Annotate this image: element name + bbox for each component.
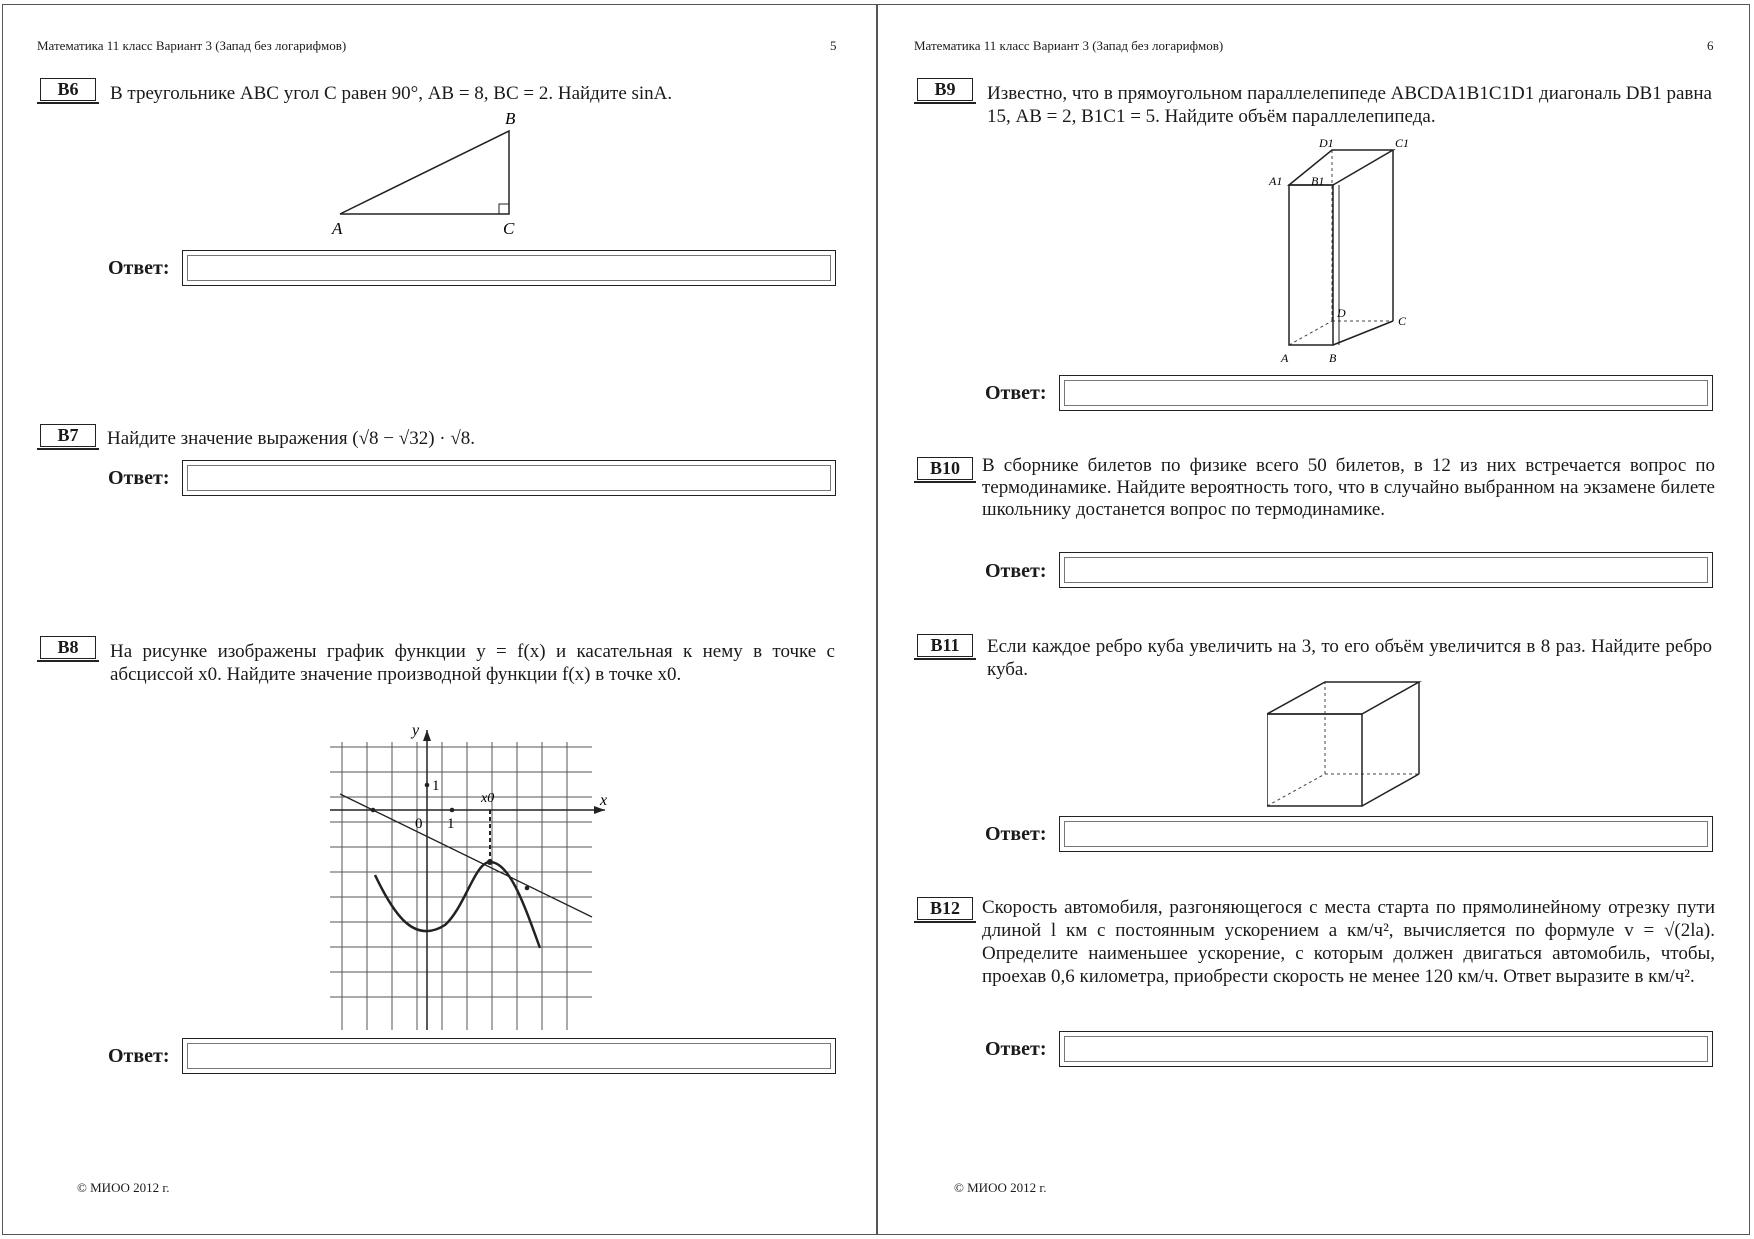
x-axis-label: x — [600, 792, 608, 809]
page-right — [877, 0, 1754, 1239]
problem-label-b7: B7 — [40, 424, 96, 447]
vertex-c1-label: C1 — [1395, 136, 1410, 150]
parallelepiped-figure — [1267, 135, 1447, 370]
x0-label: x0 — [481, 791, 495, 806]
page-header: Математика 11 класс Вариант 3 (Запад без логарифмов) — [914, 38, 1224, 53]
tangent-grid-point-2 — [525, 886, 530, 891]
problem-label-b10: B10 — [917, 457, 973, 480]
vertex-b-label: B — [505, 109, 516, 128]
problem-label-b12: B12 — [917, 897, 973, 920]
page-number: 5 — [830, 38, 837, 53]
answer-field-b12[interactable] — [1059, 1031, 1713, 1067]
answer-label-b12: Ответ: — [985, 1038, 1047, 1060]
answer-label-b7: Ответ: — [108, 467, 170, 489]
tangent-line — [340, 794, 592, 917]
unit-x-label: 1 — [447, 816, 455, 832]
vertex-d-label: D — [1337, 306, 1346, 320]
problem-text-b9: Известно, что в прямоугольном параллелепипеде ABCDA1B1C1D1 диагональ DB1 равна 15, AB = 2, B1C1 = 5. Найдите объём параллелепипеда. — [987, 83, 1712, 127]
tangent-grid-point-1 — [371, 808, 376, 813]
right-angle-mark — [499, 204, 509, 214]
page-header: Математика 11 класс Вариант 3 (Запад без логарифмов) — [37, 38, 347, 53]
vertex-a-label: A — [1281, 351, 1289, 365]
problem-text-b11: Если каждое ребро куба увеличить на 3, то его объём увеличится в 8 раз. Найдите ребро куба. — [987, 636, 1712, 680]
cube-figure — [1267, 680, 1437, 810]
answer-field-b10[interactable] — [1059, 552, 1713, 588]
answer-label-b8: Ответ: — [108, 1045, 170, 1067]
page-number: 6 — [1707, 38, 1714, 53]
unit-y-mark — [425, 783, 430, 788]
vertex-b-label: B — [1329, 351, 1337, 365]
graph-grid — [330, 742, 592, 1030]
tangent-point — [487, 859, 493, 865]
vertex-d1-label: D1 — [1319, 136, 1334, 150]
answer-label-b9: Ответ: — [985, 382, 1047, 404]
origin-label: 0 — [415, 816, 423, 832]
answer-label-b11: Ответ: — [985, 823, 1047, 845]
answer-field-b11[interactable] — [1059, 816, 1713, 852]
answer-label-b10: Ответ: — [985, 560, 1047, 582]
vertex-b1-label: B1 — [1311, 174, 1325, 188]
problem-text-b8: На рисунке изображены график функции y = f(x) и касательная к нему в точке с абсциссой x0. Найдите значение производной функции f(x) в точке x0. — [110, 641, 835, 685]
vertex-c-label: C — [503, 219, 515, 238]
unit-y-label: 1 — [432, 778, 440, 794]
page-footer: © МИОО 2012 г. — [77, 1180, 170, 1195]
vertex-c-label: C — [1398, 314, 1407, 328]
problem-label-b11: B11 — [917, 634, 973, 657]
unit-x-mark — [450, 808, 455, 813]
triangle-figure — [320, 104, 530, 239]
page-footer: © МИОО 2012 г. — [954, 1180, 1047, 1195]
function-curve — [375, 862, 540, 948]
y-axis-label: y — [412, 722, 420, 739]
problem-text-b12: Скорость автомобиля, разгоняющегося с места старта по прямолинейному отрезку пути длиной l км с постоянным ускорением a км/ч², вычисляется по формуле v = √(2la). Определите наименьшее ускорение, с которым должен двигаться автомобиль, чтобы, проехав 0,6 километра, приобрести скорость не менее 120 км/ч. Ответ выразите в км/ч². — [982, 897, 1715, 987]
answer-field-b6[interactable] — [182, 250, 836, 286]
vertex-a1-label: A1 — [1269, 174, 1283, 188]
problem-label-b8: B8 — [40, 636, 96, 659]
answer-field-b9[interactable] — [1059, 375, 1713, 411]
problem-label-b9: B9 — [917, 78, 973, 101]
answer-field-b8[interactable] — [182, 1038, 836, 1074]
problem-label-b6: B6 — [40, 78, 96, 101]
problem-text-b6: В треугольнике ABC угол C равен 90°, AB = 8, BC = 2. Найдите sinA. — [110, 83, 673, 104]
vertex-a-label: A — [332, 219, 343, 238]
answer-label-b6: Ответ: — [108, 257, 170, 279]
answer-field-b7[interactable] — [182, 460, 836, 496]
problem-text-b7: Найдите значение выражения (√8 − √32) · √8. — [107, 428, 476, 449]
triangle-shape — [340, 131, 509, 214]
function-graph — [330, 722, 610, 1032]
problem-text-b10: В сборнике билетов по физике всего 50 билетов, в 12 из них встречается вопрос по термодинамике. Найдите вероятность того, что в случайно выбранном на экзамене билете школьнику достанется вопрос по термодинамике. — [982, 455, 1715, 520]
y-axis-arrow — [423, 730, 431, 741]
